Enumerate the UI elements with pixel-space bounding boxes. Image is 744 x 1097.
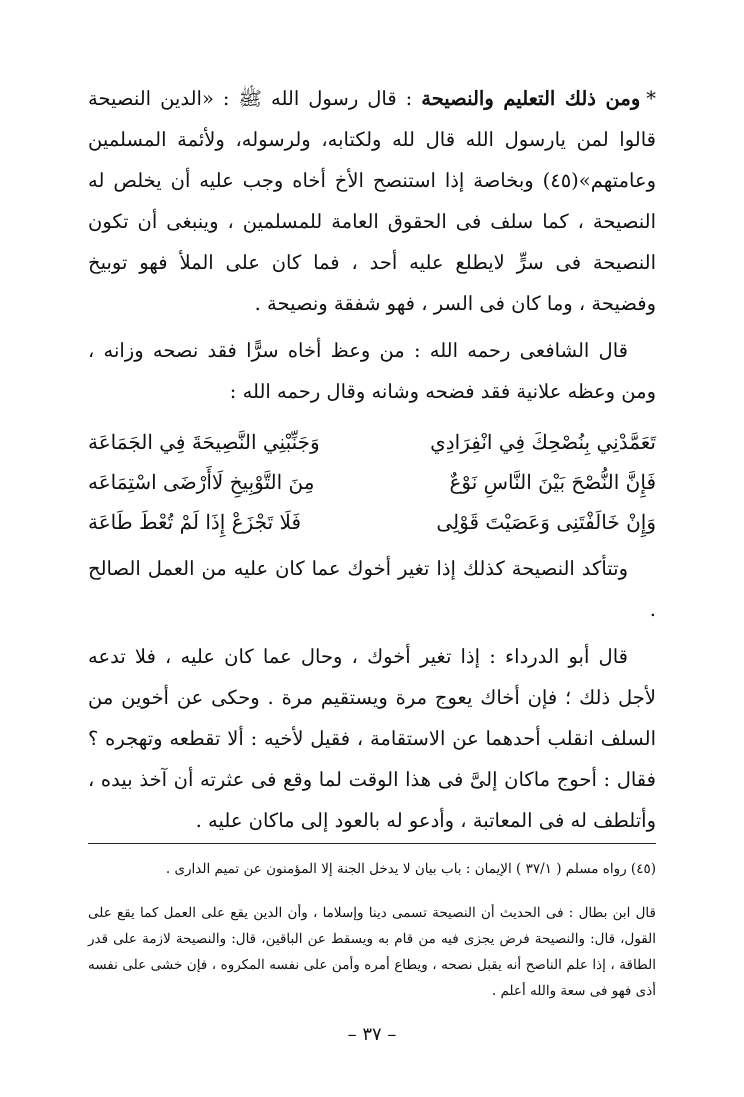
verse-second-hemistich: وَجَنِّبْنِي النَّصِيحَةَ فِي الجَمَاعَة (88, 430, 320, 454)
footnote-2: قال ابن بطال : فى الحديث أن النصيحة تسمى دينا وإسلاما ، وأن الدين يقع على العمل كما يقع على القول، قال: والنصيحة فرض يجزى فيه من قام به ويسقط عن الباقين، قال: والنصيحة لازمة على قدر الطاقة ، إذا علم الناصح أنه يقبل نصحه ، ويطاع أمره وأمن على نفسه المكروه ، فإن خشى على نفسه أذى فهو فى سعة والله أعلم . (88, 905, 656, 999)
footnotes (88, 856, 656, 1004)
verse-line (88, 502, 656, 542)
paragraph-1-text: : قال رسول الله ﷺ : «الدين النصيحة قالوا لمن يارسول الله قال لله ولكتابه، ولرسوله، ولأئمة المسلمين وعامتهم»(٤٥) وبخاصة إذا استنصح الأخ أخاه وجب عليه أن يخلص له النصيحة ، كما سلف فى الحقوق العامة للمسلمين ، وينبغى أن تكون النصيحة فى سرٍّ لايطلع عليه أحد ، فما كان على الملأ فهو توبيخ وفضيحة ، وما كان فى السر ، فهو شفقة ونصيحة . (88, 87, 656, 315)
paragraph-2: قال الشافعى رحمه الله : من وعظ أخاه سرًّا فقد نصحه وزانه ، ومن وعظه علانية فقد فضحه وشانه وقال رحمه الله : (88, 339, 656, 403)
section-heading: ومن ذلك التعليم والنصيحة (421, 87, 641, 110)
star-marker: * (646, 87, 656, 110)
verse-second-hemistich: مِنَ التَّوْبِيخِ لَاأَرْضَى اسْتِمَاعَه (88, 470, 315, 494)
verse-line (88, 462, 656, 502)
verse-line (88, 422, 656, 462)
verse-first-hemistich: وَإِنْ خَالَفْتَنِى وَعَصَيْتَ قَوْلِى (436, 510, 656, 534)
verse-first-hemistich: تَعَمَّدْنِي بِنُصْحِكَ فِي انْفِرَادِي (430, 430, 656, 454)
verse-first-hemistich: فَإِنَّ النُّصْحَ بَيْنَ النَّاسِ نَوْعٌ (449, 470, 656, 494)
footnote-divider (88, 843, 656, 844)
paragraph-1 (88, 78, 656, 324)
page-body (88, 78, 656, 1004)
paragraph-3: وتتأكد النصيحة كذلك إذا تغير أخوك عما كان عليه من العمل الصالح . (88, 557, 656, 621)
verse-second-hemistich: فَلَا تَجْزَعْ إِذَا لَمْ تُعْطَ طَاعَة (88, 510, 302, 534)
page-number: – ٣٧ – (347, 1024, 397, 1045)
footnote-1: (٤٥) رواه مسلم ( ٣٧/١ ) الإيمان : باب بيان لا يدخل الجنة إلا المؤمنون عن تميم الدارى . (165, 861, 656, 877)
poem (88, 422, 656, 542)
paragraph-4: قال أبو الدرداء : إذا تغير أخوك ، وحال عما كان عليه ، فلا تدعه لأجل ذلك ؛ فإن أخاك يعوج مرة ويستقيم مرة . وحكى عن أخوين من السلف انقلب أحدهما عن الاستقامة ، فقيل لأخيه : ألا تقطعه وتهجره ؟ فقال : أحوج ماكان إلىَّ فى هذا الوقت لما وقع فى عثرته أن آخذ بيده ، وأتلطف له فى المعاتبة ، وأدعو له بالعود إلى ماكان عليه . (88, 645, 656, 832)
